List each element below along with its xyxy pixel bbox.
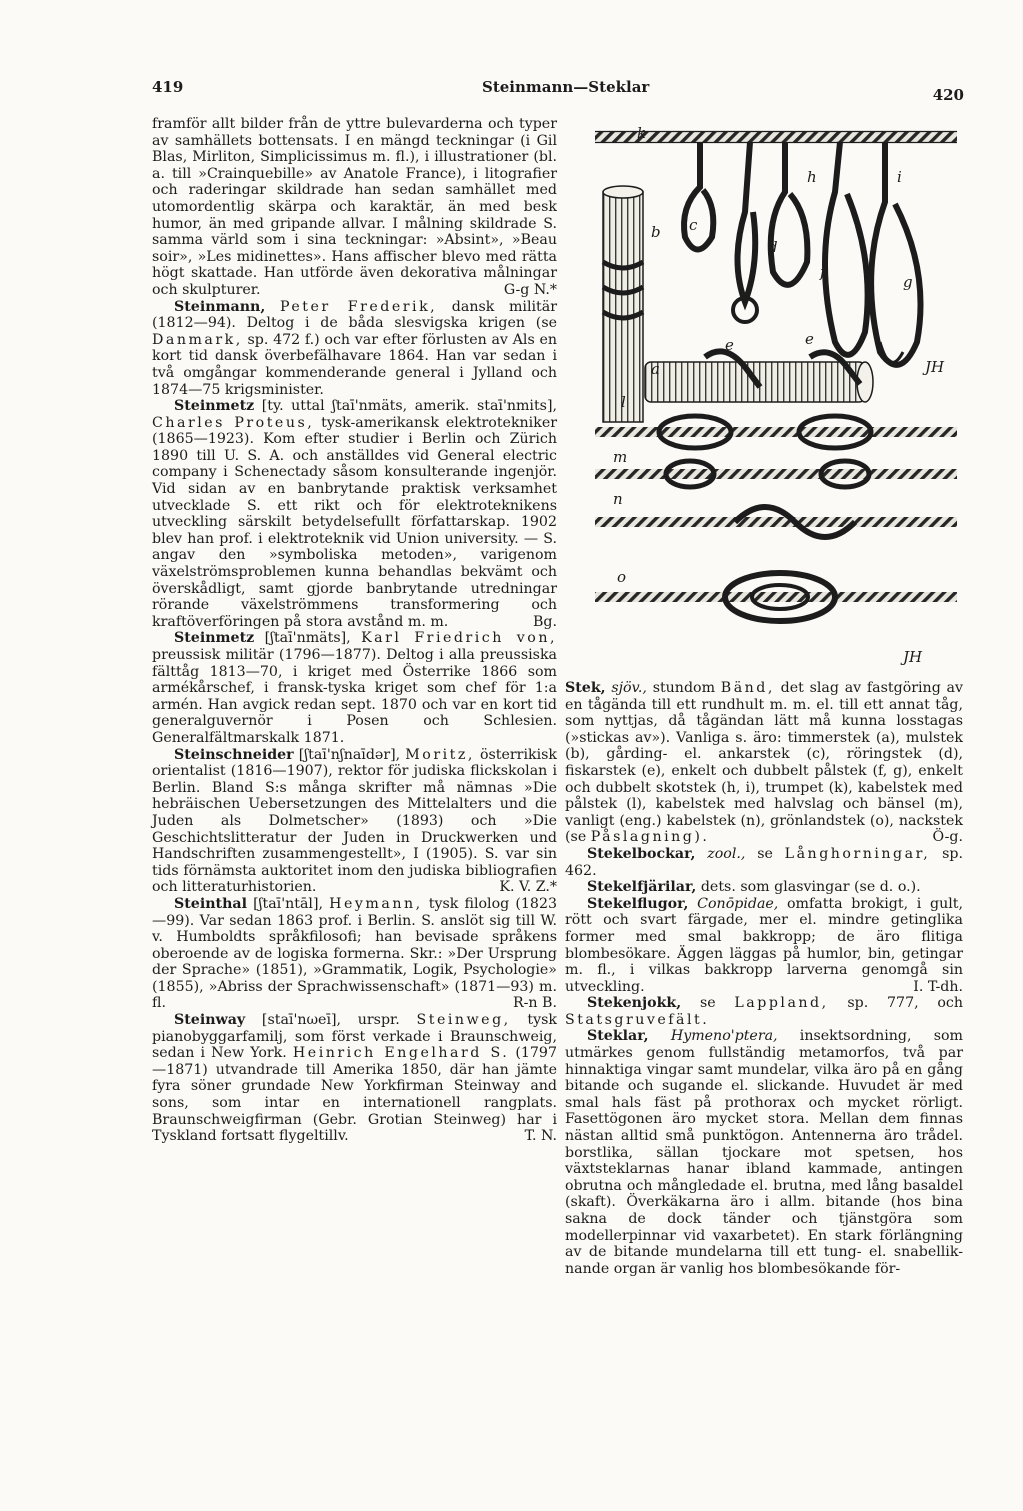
- rope-knot-n: [595, 507, 957, 537]
- knot-g: [871, 142, 920, 365]
- right-column: [565, 680, 963, 1400]
- entry-stek: Stek, sjöv., stundom Bänd, det slag av fastgöring av en tågända till ett rundhult m. m. el. till ett annat tåg, som nyttjas, då tågändan lätt må kunna losstagas (»stickas av»). Vanliga s. äro: timmerstek (a), mulstek (b), gårding- el. ankarstek (c), röringstek (d), fiskarstek (e), enkelt och dubbelt pålstek (f, g), enkelt och dubbelt skotstek (h, i), trumpet (k), kabelstek med pålstek (l), kabelstek med halvslag och bänsel (m), vanligt (eng.) kabelstek (n), grönlandstek (o), nackstek (se Påslagning). Ö-g.: [565, 680, 963, 846]
- entry-stekelflugor: Stekelflugor, Conōpidae, omfatta brokigt, i gult, rött och svart färgade, mer el. mindre getinglika former med smal bakkropp; de äro flitiga blombesökare. Äggen läggas på humlor, bin, getingar m. fl., i vilkas bakkropp larverna genomgå sin utveckling. I. T-dh.: [565, 895, 963, 995]
- rope-knot-l: [595, 416, 957, 448]
- right-page-number: 420: [932, 86, 964, 104]
- knot-h: [771, 142, 808, 285]
- label-k: k: [637, 124, 647, 142]
- entry-steklar: Steklar, Hymeno'ptera, insektsordning, som utmärkes genom fullständig metamorfos, två par hinnaktiga vingar samt mundelar, vilka äro på en gång bitande och sugande el. slickande. Huvudet är med smal hals fäst på prothorax och mycket rörligt. Fasettögonen äro mycket stora. Mellan dem finnas nästan alltid små punktögon. Antennerna äro trådel. borstlika, sällan tjockare mot spetsen, hos växtsteklarnas hanar ibland kammade, antingen obrutna och mångledade el. brutna, med lång basaldel (skaft). Överkäkarna äro i allm. bitande (hos bina sakna de dock tänder och tjänstgöra som modellerpinnar vid vaxarbetet). En stark förlängning av de bitande mundelarna till ett tung- el. snabellik-nande organ är vanlig hos blombesökande för-: [565, 1028, 963, 1277]
- label-f: f: [820, 263, 826, 281]
- label-n: n: [613, 490, 623, 508]
- label-o: o: [617, 568, 627, 586]
- label-e2: e: [805, 330, 814, 348]
- rope-knot-m: [595, 461, 957, 487]
- entry-stekenjokk: Stekenjokk, se Lappland, sp. 777, och Statsgruvefält.: [565, 995, 963, 1028]
- knot-f: [825, 142, 868, 355]
- entry-continuation: framför allt bilder från de yttre bulevarderna och typer av samhällets bottensats. I en mängd teckningar (i Gil Blas, Mirliton, Simplicissimus m. fl.), i illustrationer (bl. a. till »Crainquebille» av Anatole France), i litografier och raderingar skildrade han sedan samhället med utomordentlig skärpa och karaktär, än med besk humor, än med gripande allvar. I målning skildrade S. samma värld som i sina teckningar: »Absint», »Beau soir», »Les midinettes». Hans affischer blevo med rätta högt skattade. Han utförde även dekorativa målningar och skulpturer. G-g N.*: [152, 116, 557, 298]
- signature: G-g N.*: [503, 281, 557, 298]
- left-page-number: 419: [152, 78, 184, 96]
- rope-knot-o: [595, 573, 957, 621]
- signature: R-n B.: [512, 995, 557, 1012]
- entry-steinway: Steinway [staī'nωeī], urspr. Steinweg, tysk pianobyggarfamilj, som först verkade i Braunschweig, sedan i New York. Heinrich Engelhard S. (1797—1871) utvandrade till Amerika 1850, där han jämte fyra söner grundade New Yorkfirman Steinway and sons, som intar en internationell rangplats. Braunschweigfirman (Gebr. Grotian Steinweg) har i Tyskland fortsatt flygeltillv. T. N.: [152, 1012, 557, 1145]
- entry-steinmetz-charles: Steinmetz [ty. uttal ʃtaī'nmäts, amerik. staī'nmits], Charles Proteus, tysk-amerikansk elektrotekniker (1865—1923). Kom efter studier i Berlin och Zürich 1890 till U. S. A. och anställdes vid General electric company i Schenectady såsom konsulterande ingenjör. Vid sidan av en banbrytande praktisk verksamhet utvecklade S. ett rikt och för elektroteknikens utveckling särskilt betydelsefullt författarskap. 1902 blev han prof. i elektroteknik vid Union university. — S. angav den »symboliska metoden», varigenom växelströmsproblemen kunna behandlas bekvämt och överskådligt, samt gjorde banbrytande utredningar rörande växelströmmens transformering och kraftöverföringen på stora avstånd m. m. Bg.: [152, 398, 557, 630]
- left-column: [152, 116, 557, 1396]
- signature: T. N.: [524, 1128, 557, 1145]
- entry-stekelbockar: Stekelbockar, zool., se Långhorningar, sp. 462.: [565, 845, 963, 879]
- artist-signature-bottom: JH: [903, 648, 923, 666]
- running-head: Steinmann—Steklar: [482, 78, 650, 96]
- label-m: m: [613, 448, 628, 466]
- label-a: a: [651, 360, 660, 378]
- label-e1: e: [725, 336, 734, 354]
- knots-drawing: [585, 112, 967, 672]
- signature: K. V. Z.*: [499, 879, 557, 896]
- entry-steinmetz-karl: Steinmetz [ʃtaī'nmäts], Karl Friedrich von, preussisk militär (1796—1877). Deltog i alla preussiska fälttåg 1813—70, i kriget med Österrike 1866 som armékårschef, i fransk-tyska kriget som chef för 1:a armén. Han avgick redan sept. 1870 och var en kort tid generalguvernör i Posen och Schlesien. Generalfältmarskalk 1871.: [152, 630, 557, 746]
- artist-signature-top: JH: [925, 358, 945, 376]
- signature: Bg.: [532, 613, 557, 630]
- page-header: [152, 78, 964, 104]
- label-l: l: [621, 393, 626, 411]
- signature: I. T-dh.: [913, 978, 963, 995]
- label-d: d: [768, 238, 778, 256]
- label-b: b: [651, 223, 661, 241]
- signature: Ö-g.: [932, 829, 963, 846]
- label-i: i: [897, 168, 902, 186]
- entry-steinschneider: Steinschneider [ʃtaī'nʃnaīdər], Moritz, österrikisk orientalist (1816—1907), rektor för judiska flickskolan i Berlin. Bland S:s många skrifter må nämnas »Die hebräischen Uebersetzungen des Mittelalters und die Juden als Dolmetscher» (1893) och »Die Geschichtslitteratur der Juden in Druckwerken und Handschriften zusammengestellt», I (1905). S. var sin tids förnämsta auktoritet inom den judiska bibliografien och litteraturhistorien. K. V. Z.*: [152, 746, 557, 896]
- entry-steinmann: Steinmann, Peter Frederik, dansk militär (1812—94). Deltog i de båda slesvigska krigen (se Danmark, sp. 472 f.) och var efter förlusten av Als en kort tid dansk överbefälhavare 1864. Han var sedan i två omgångar kommenderande general i Jylland och 1874—75 krigsminister.: [152, 298, 557, 398]
- label-h: h: [807, 168, 817, 186]
- entry-steinthal: Steinthal [ʃtaī'ntāl], Heymann, tysk filolog (1823—99). Var sedan 1863 prof. i Berlin. S. anslöt sig till W. v. Humboldts språkfilosofi; han bevisade språkens oberoende av de logiska formerna. Skr.: »Der Ursprung der Sprache» (1851), »Grammatik, Logik, Psychologie» (1855), »Abriss der Sprachwissenschaft» (1871—93) m. fl. R-n B.: [152, 895, 557, 1012]
- entry-stekelfjarilar: Stekelfjärilar, dets. som glasvingar (se d. o.).: [587, 879, 921, 896]
- knots-illustration: [585, 112, 967, 672]
- label-g: g: [903, 273, 913, 291]
- wooden-post: [603, 192, 643, 422]
- label-c: c: [689, 216, 698, 234]
- knot-d: [738, 142, 756, 302]
